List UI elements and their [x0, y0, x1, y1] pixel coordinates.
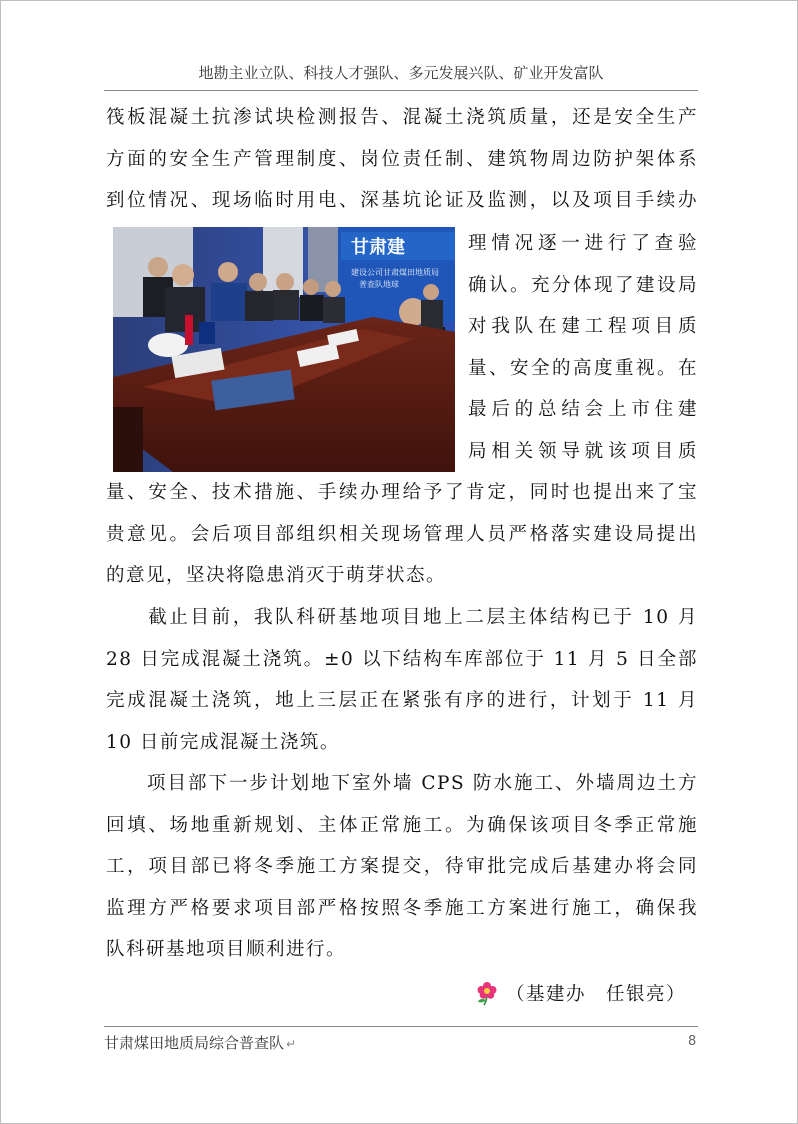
text-line: 方面的安全生产管理制度、岗位责任制、建筑物周边防护架体系	[106, 148, 698, 170]
header-divider	[104, 90, 698, 91]
text-line: 到位情况、现场临时用电、深基坑论证及监测，以及项目手续办	[106, 190, 698, 211]
photo-banner-sub: 建设公司甘肃煤田地质局	[351, 268, 439, 277]
page-number: 8	[688, 1034, 697, 1049]
text-line: 28 日完成混凝土浇筑。±0 以下结构车库部位于 11 月 5 日全部	[106, 648, 698, 670]
photo-banner-text: 甘肃建	[351, 237, 405, 258]
signature-text: （基建办 任银亮）	[506, 984, 687, 1005]
text-line: 确认。充分体现了建设局	[468, 274, 698, 296]
text-line: 截止目前，我队科研基地项目地上二层主体结构已于 10 月	[106, 607, 698, 628]
paragraph-2	[106, 597, 698, 763]
text-line: 最后的总结会上市住建	[468, 399, 698, 420]
photo-banner-sub: 普查队地球	[359, 280, 399, 289]
footer-divider	[104, 1026, 698, 1027]
text-line: 队科研基地项目顺利进行。	[106, 939, 347, 960]
paragraph-3	[106, 763, 698, 971]
text-line: 理情况逐一进行了查验	[468, 233, 698, 254]
text-line: 10 日前完成混凝土浇筑。	[106, 731, 340, 753]
paragraph-mark-icon: ↵	[286, 1037, 297, 1051]
meeting-photo	[113, 227, 455, 472]
text-line: 量、安全、技术措施、手续办理给予了肯定，同时也提出来了宝	[106, 482, 698, 503]
text-line: 监理方严格要求项目部严格按照冬季施工方案进行施工，确保我	[106, 897, 698, 919]
text-line: 局相关领导就该项目质	[468, 440, 698, 462]
page-header: 地勘主业立队、科技人才强队、多元发展兴队、矿业开发富队	[198, 64, 604, 82]
paragraph-1-side	[468, 223, 698, 472]
text-line: 工，项目部已将冬季施工方案提交，待审批完成后基建办将会同	[106, 856, 698, 877]
text-line: 项目部下一步计划地下室外墙 CPS 防水施工、外墙周边土方	[106, 773, 698, 794]
page-footer	[104, 1032, 296, 1053]
text-line: 完成混凝土浇筑，地上三层正在紧张有序的进行，计划于 11 月	[106, 690, 698, 711]
text-line: 回填、场地重新规划、主体正常施工。为确保该项目冬季正常施	[106, 814, 698, 836]
flower-icon	[474, 980, 500, 1006]
text-line: 量、安全的高度重视。在	[468, 357, 698, 379]
text-line: 筏板混凝土抗渗试块检测报告、混凝土浇筑质量，还是安全生产	[106, 107, 698, 128]
footer-org: 甘肃煤田地质局综合普查队	[104, 1034, 285, 1052]
text-line: 对我队在建工程项目质	[468, 316, 698, 337]
paragraph-1-bottom	[106, 472, 698, 597]
paragraph-1-top	[106, 97, 698, 222]
signature	[474, 976, 686, 1010]
text-line: 贵意见。会后项目部组织相关现场管理人员严格落实建设局提出	[106, 523, 698, 545]
text-line: 的意见，坚决将隐患消灭于萌芽状态。	[106, 565, 447, 586]
